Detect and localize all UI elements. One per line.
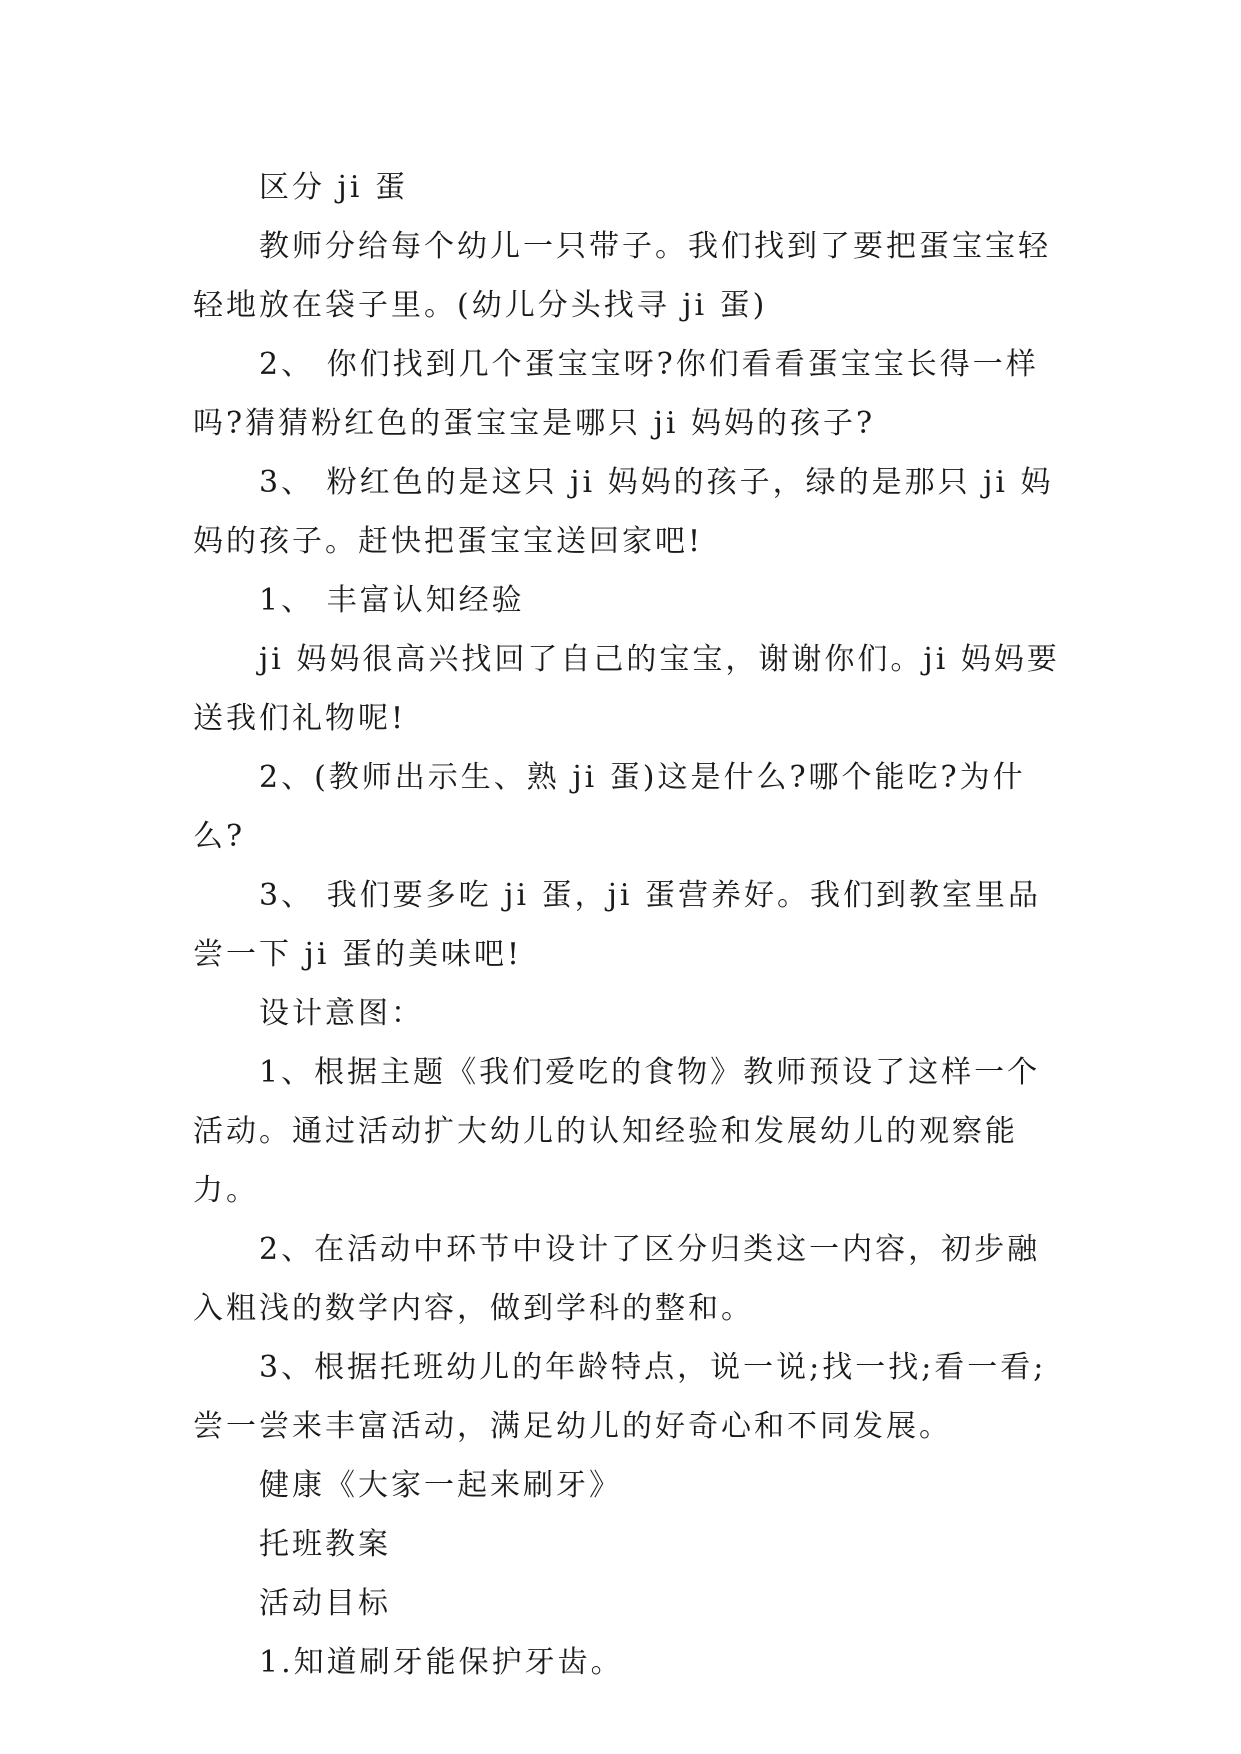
paragraph: 设计意图： <box>259 996 424 1031</box>
paragraph: 2、 你们找到几个蛋宝宝呀?你们看看蛋宝宝长得一样吗?猜猜粉红色的蛋宝宝是哪只 ji 妈妈的孩子? <box>193 347 1039 441</box>
paragraph: 健康《大家一起来刷牙》 <box>259 1468 622 1503</box>
paragraph: 1、根据主题《我们爱吃的食物》教师预设了这样一个活动。通过活动扩大幼儿的认知经验和发展幼儿的观察能力。 <box>193 1055 1041 1208</box>
paragraph: 3、根据托班幼儿的年龄特点，说一说;找一找;看一看;尝一尝来丰富活动，满足幼儿的好奇心和不同发展。 <box>193 1350 1047 1444</box>
paragraph: 托班教案 <box>259 1527 391 1562</box>
paragraph: 1.知道刷牙能保护牙齿。 <box>259 1645 624 1680</box>
paragraph: 3、 粉红色的是这只 ji 妈妈的孩子，绿的是那只 ji 妈妈的孩子。赶快把蛋宝宝送回家吧! <box>193 465 1054 559</box>
paragraph: 活动目标 <box>259 1586 391 1621</box>
paragraph: 1、 丰富认知经验 <box>259 583 525 618</box>
paragraph: ji 妈妈很高兴找回了自己的宝宝，谢谢你们。ji 妈妈要送我们礼物呢! <box>193 642 1060 736</box>
paragraph: 3、 我们要多吃 ji 蛋，ji 蛋营养好。我们到教室里品尝一下 ji 蛋的美味吧! <box>193 878 1042 972</box>
paragraph: 2、在活动中环节中设计了区分归类这一内容，初步融入粗浅的数学内容，做到学科的整和。 <box>193 1232 1041 1326</box>
paragraph: 2、(教师出示生、熟 ji 蛋)这是什么?哪个能吃?为什么? <box>193 760 1026 854</box>
paragraph: 教师分给每个幼儿一只带子。我们找到了要把蛋宝宝轻轻地放在袋子里。(幼儿分头找寻 ji 蛋) <box>193 229 1051 323</box>
paragraph: 区分 ji 蛋 <box>259 170 408 205</box>
document-body <box>193 158 1061 1692</box>
